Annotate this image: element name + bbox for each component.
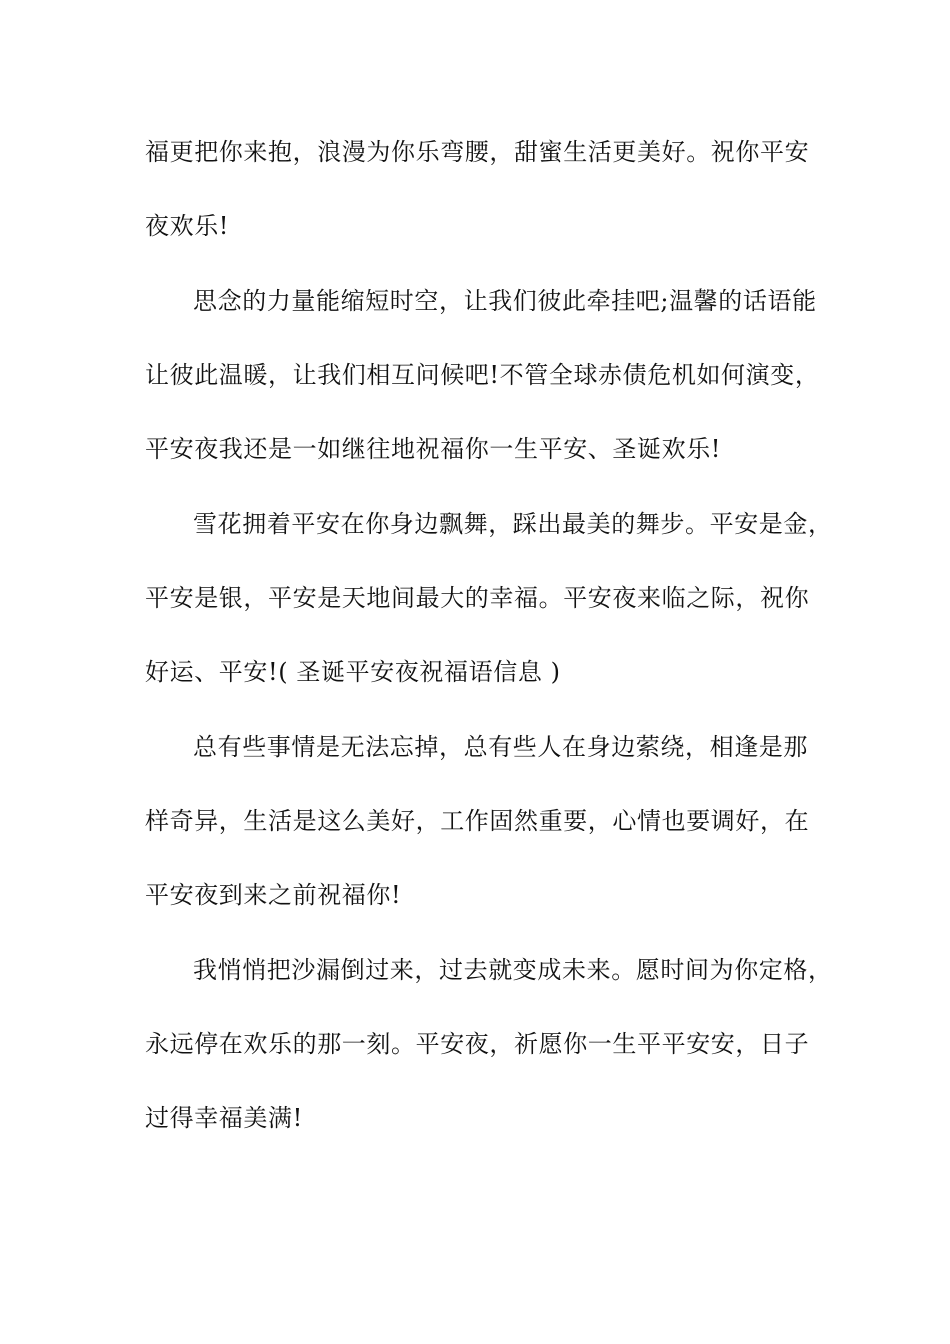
text-line-12: 我悄悄把沙漏倒过来，过去就变成未来。愿时间为你定格， xyxy=(193,956,833,984)
text-line-8: 好运、平安!( 圣诞平安夜祝福语信息 ) xyxy=(145,658,561,686)
text-line-14: 过得幸福美满! xyxy=(145,1104,303,1132)
text-line-10: 样奇异，生活是这么美好，工作固然重要，心情也要调好，在 xyxy=(145,807,810,835)
text-line-1: 福更把你来抱，浪漫为你乐弯腰，甜蜜生活更美好。祝你平安 xyxy=(145,138,810,166)
text-line-5: 平安夜我还是一如继往地祝福你一生平安、圣诞欢乐! xyxy=(145,435,722,463)
text-line-2: 夜欢乐! xyxy=(145,212,230,240)
text-line-7: 平安是银，平安是天地间最大的幸福。平安夜来临之际，祝你 xyxy=(145,584,810,612)
text-line-6: 雪花拥着平安在你身边飘舞，踩出最美的舞步。平安是金， xyxy=(193,510,833,538)
text-line-13: 永远停在欢乐的那一刻。平安夜，祈愿你一生平平安安，日子 xyxy=(145,1030,810,1058)
text-line-11: 平安夜到来之前祝福你! xyxy=(145,881,402,909)
text-line-3: 思念的力量能缩短时空，让我们彼此牵挂吧;温馨的话语能 xyxy=(193,287,817,315)
text-line-9: 总有些事情是无法忘掉，总有些人在身边萦绕，相逢是那 xyxy=(193,733,808,761)
text-line-4: 让彼此温暖，让我们相互问候吧!不管全球赤债危机如何演变， xyxy=(145,361,820,389)
